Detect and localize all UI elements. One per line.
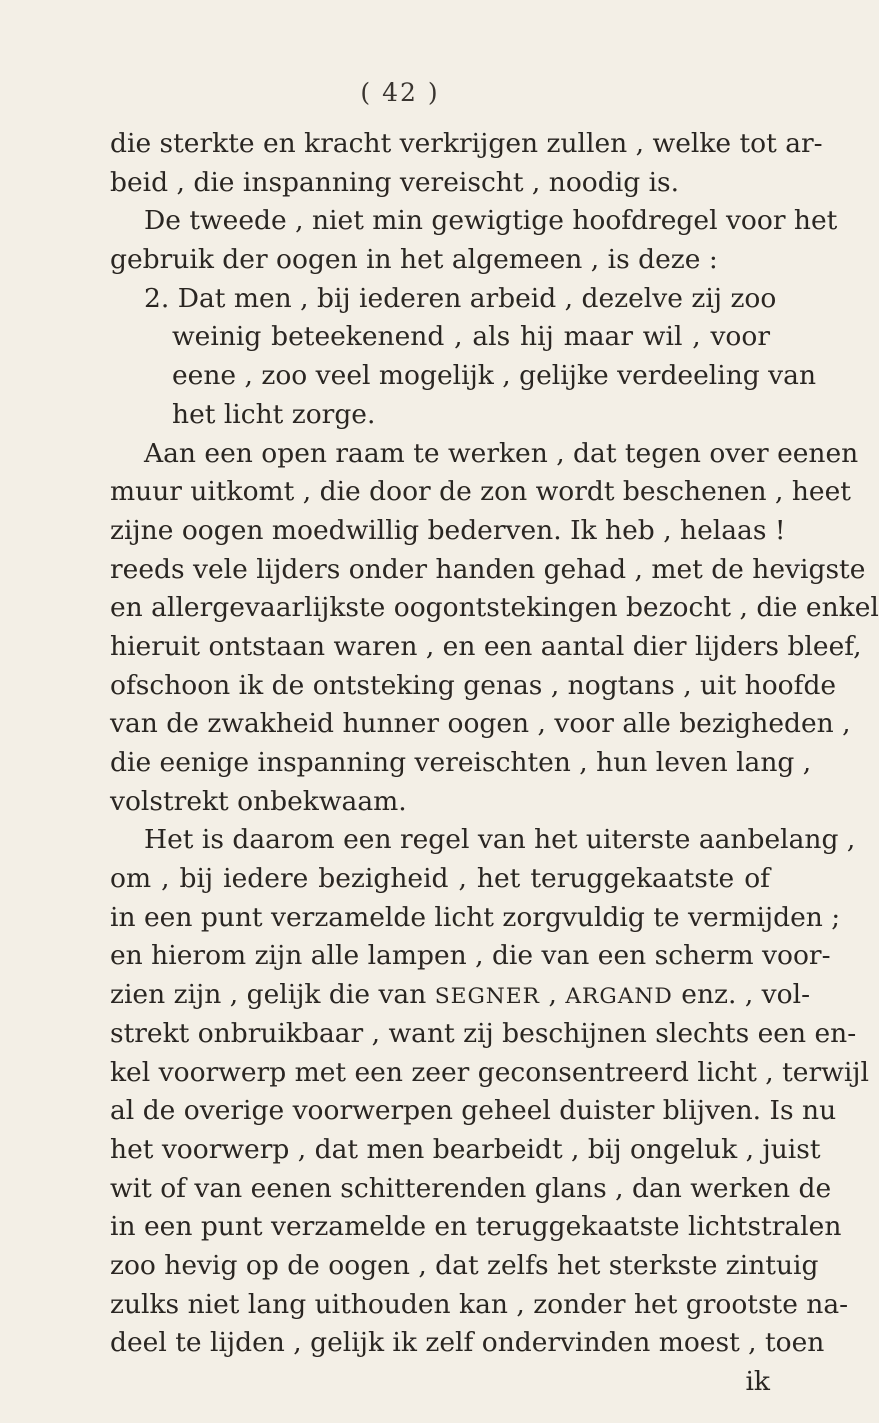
- text-line: gebruik der oogen in het algemeen , is deze :: [110, 244, 718, 276]
- text-line: zulks niet lang uithouden kan , zonder het grootste na-: [110, 1288, 849, 1320]
- page-number: ( 42 ): [360, 78, 440, 107]
- text-line: volstrekt onbekwaam.: [110, 785, 407, 817]
- text-line: van de zwakheid hunner oogen , voor alle bezigheden ,: [110, 708, 851, 740]
- text-line: reeds vele lijders onder handen gehad , met de hevigste: [110, 553, 866, 585]
- line-segment: enz. , vol-: [681, 979, 811, 1011]
- text-line: hieruit ontstaan waren , en een aantal dier lijders bleef,: [110, 630, 862, 662]
- text-line: in een punt verzamelde licht zorgvuldig te vermijden ;: [110, 901, 841, 933]
- line-segment: zien zijn , gelijk die van: [110, 979, 427, 1011]
- text-line: in een punt verzamelde en teruggekaatste lichtstralen: [110, 1211, 842, 1243]
- text-line: Het is daarom een regel van het uiterste aanbelang ,: [144, 824, 856, 856]
- text-line: die sterkte en kracht verkrijgen zullen , welke tot ar-: [110, 128, 823, 159]
- text-line: De tweede , niet min gewigtige hoofdregel voor het: [144, 205, 838, 237]
- text-line: kel voorwerp met een zeer geconsentreerd licht , terwijl: [110, 1056, 869, 1088]
- catchword: ik: [745, 1366, 770, 1397]
- text-line: deel te lijden , gelijk ik zelf ondervinden moest , toen: [110, 1327, 825, 1359]
- text-line: die eenige inspanning vereischten , hun leven lang ,: [110, 747, 812, 778]
- text-line: om , bij iedere bezigheid , het teruggekaatste of: [110, 863, 770, 895]
- text-line: en allergevaarlijkste oogontstekingen bezocht , die enkel: [110, 592, 879, 624]
- text-line: zijne oogen moedwillig bederven. Ik heb , helaas !: [110, 514, 786, 546]
- rule-2-line: het licht zorge.: [172, 398, 376, 430]
- text-line: en hierom zijn alle lampen , die van een scherm voor-: [110, 940, 831, 972]
- line-segment: ,: [548, 979, 557, 1011]
- text-line: beid , die inspanning vereischt , noodig is.: [110, 166, 680, 198]
- text-line-with-names: [110, 976, 811, 1015]
- rule-2-line: weinig beteekenend , als hij maar wil , voor: [172, 321, 770, 353]
- text-line: zoo hevig op de oogen , dat zelfs het sterkste zintuig: [110, 1249, 819, 1281]
- text-line: ofschoon ik de ontsteking genas , nogtans , uit hoofde: [110, 669, 837, 701]
- rule-2-line: eene , zoo veel mogelijk , gelijke verdeeling van: [172, 360, 817, 392]
- rule-2-line: 2. Dat men , bij iederen arbeid , dezelve zij zoo: [144, 282, 777, 314]
- text-line: Aan een open raam te werken , dat tegen over eenen: [144, 437, 859, 469]
- text-line: wit of van eenen schitterenden glans , dan werken de: [110, 1172, 832, 1204]
- text-line: strekt onbruikbaar , want zij beschijnen slechts een en-: [110, 1017, 857, 1049]
- text-line: muur uitkomt , die door de zon wordt beschenen , heet: [110, 476, 851, 508]
- body-text: [110, 125, 879, 1402]
- name-argand: ARGAND: [565, 984, 673, 1010]
- text-line: het voorwerp , dat men bearbeidt , bij ongeluk , juist: [110, 1133, 821, 1165]
- text-line: al de overige voorwerpen geheel duister blijven. Is nu: [110, 1095, 837, 1127]
- name-segner: SEGNER: [434, 984, 541, 1010]
